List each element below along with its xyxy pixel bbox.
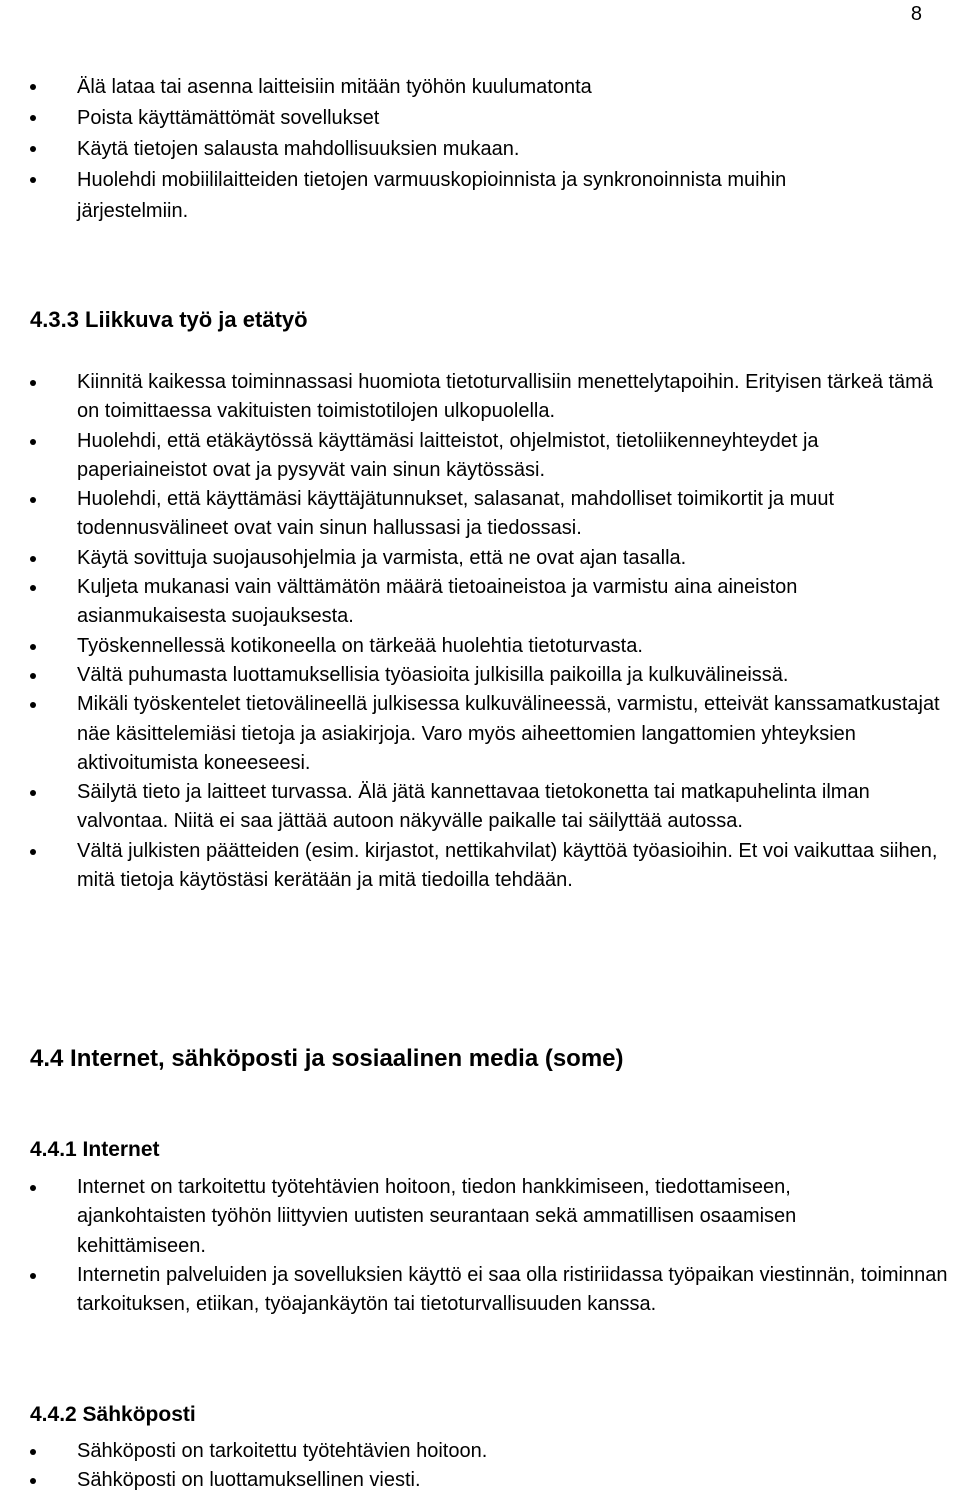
list-item-text: Internetin palveluiden ja sovelluksien käyttö ei saa olla ristiriidassa työpaikan viestinnän, toiminnan tarkoituksen, etiikan, työajankäytön tai tietoturvallisuuden kanssa. [77,1263,948,1316]
bullet-icon [30,673,36,679]
bullet-icon [30,380,36,386]
list-item [30,1173,917,1261]
list-item-text: Poista käyttämättömät sovellukset [77,107,380,129]
section-4-4-2-bullet-list [30,1437,956,1496]
bullet-icon [30,585,36,591]
list-item-text: Käytä tietojen salausta mahdollisuuksien mukaan. [77,138,520,160]
list-item [30,1437,956,1466]
section-4-3-3-bullet-list [30,368,956,895]
bullet-icon [30,1478,36,1484]
bullet-icon [30,146,36,152]
section-heading-4-3-3: 4.3.3 Liikkuva työ ja etätyö [30,307,308,332]
list-item [30,103,956,134]
section-heading-4-4-1: 4.4.1 Internet [30,1138,160,1161]
list-item [30,368,937,427]
list-item-text: Huolehdi, että käyttämäsi käyttäjätunnukset, salasanat, mahdolliset toimikortit ja muut todennusvälineet ovat vain sinun hallussasi ja tiedossasi. [77,488,835,540]
list-item [30,661,837,690]
list-item-text: Huolehdi, että etäkäytössä käyttämäsi laitteistot, ohjelmistot, tietoliikenneyhteydet ja paperiaineistot ovat ja pysyvät vain sinun käytössäsi. [77,429,819,481]
bullet-icon [30,1449,36,1455]
list-item [30,573,917,632]
list-item [30,632,956,661]
list-item [30,134,956,165]
list-item [30,165,897,227]
list-item-text: Käytä sovittuja suojausohjelmia ja varmista, että ne ovat ajan tasalla. [77,546,687,569]
bullet-icon [30,644,36,650]
list-item-text: Sähköposti on tarkoitettu työtehtävien hoitoon. [77,1440,488,1462]
list-item [30,1261,960,1320]
list-item [30,485,956,544]
bullet-icon [30,702,36,708]
list-item-text: Internet on tarkoitettu työtehtävien hoitoon, tiedon hankkimiseen, tiedottamiseen, ajankohtaisten työhön liittyvien uutisten seurantaan sekä ammatillisen osaamisen kehittämiseen. [77,1176,797,1257]
list-item-text: Kiinnitä kaikessa toiminnassasi huomiota tietoturvallisiin menettelytapoihin. Erityisen tärkeä tämä on toimittaessa vakituisten toimistotilojen ulkopuolella. [77,371,933,423]
bullet-icon [30,849,36,855]
list-item-text: Vältä julkisten päätteiden (esim. kirjastot, nettikahvilat) käyttöä työasioihin. Et voi vaikuttaa siihen, mitä tietoja käytöstäsi kerätään ja mitä tiedoilla tehdään. [77,839,938,892]
section-heading-4-4-2: 4.4.2 Sähköposti [30,1403,196,1426]
bullet-icon [30,84,36,90]
list-item-text: Kuljeta mukanasi vain välttämätön määrä tietoaineistoa ja varmistu aina aineiston asianmukaisesta suojauksesta. [77,576,798,628]
bullet-icon [30,1185,36,1191]
list-item-text: Säilytä tieto ja laitteet turvassa. Älä jätä kannettavaa tietokonetta tai matkapuhelinta ilman valvontaa. Niitä ei saa jättää autoon näkyvälle paikalle tai säilyttää autossa. [77,781,870,833]
list-item [30,1466,956,1495]
bullet-icon [30,115,36,121]
list-item-text: Sähköposti on luottamuksellinen viesti. [77,1469,421,1492]
bullet-icon [30,439,36,445]
bullet-icon [30,790,36,796]
list-item-text: Huolehdi mobiililaitteiden tietojen varmuuskopioinnista ja synkronoinnista muihin järjestelmiin. [77,169,787,222]
list-item [30,690,957,778]
list-item [30,778,957,837]
bullet-icon [30,556,36,562]
bullet-icon [30,177,36,183]
bullet-icon [30,497,36,503]
list-item-text: Vältä puhumasta luottamuksellisia työasioita julkisilla paikoilla ja kulkuvälineissä. [77,663,789,686]
section-heading-4-4: 4.4 Internet, sähköposti ja sosiaalinen media (some) [30,1045,624,1072]
list-item [30,72,956,103]
list-item-text: Älä lataa tai asenna laitteisiin mitään työhön kuulumatonta [77,76,592,98]
page-number: 8 [910,3,922,25]
list-item-text: Mikäli työskentelet tietovälineellä julkisessa kulkuvälineessä, varmistu, etteivät kanssamatkustajat näe käsittelemiäsi tietoja ja asiakirjoja. Varo myös aiheettomien langattomien yhteyksien aktivoitumista koneeseesi. [77,693,940,774]
list-item [30,837,957,896]
top-bullet-list [30,72,956,227]
bullet-icon [30,1273,36,1279]
list-item [30,427,947,486]
section-4-4-1-bullet-list [30,1173,956,1319]
list-item-text: Työskennellessä kotikoneella on tärkeää huolehtia tietoturvasta. [77,634,643,657]
list-item [30,544,956,573]
